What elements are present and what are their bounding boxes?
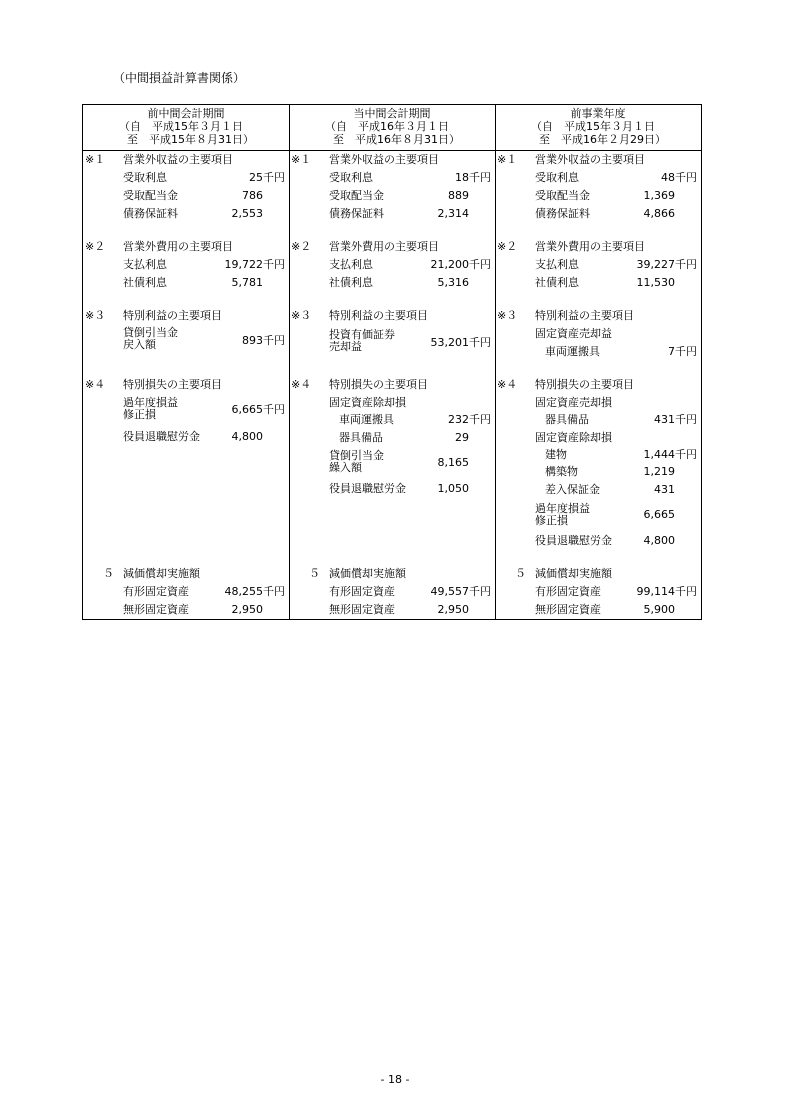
item-value: 18千円 bbox=[455, 171, 491, 184]
item-label: 受取利息 bbox=[535, 171, 579, 184]
item-value: 232千円 bbox=[448, 413, 491, 426]
column-header bbox=[495, 107, 701, 146]
item-value: 893千円 bbox=[242, 334, 285, 347]
item-label: 有形固定資産 bbox=[535, 585, 601, 598]
item-value: 11,530 bbox=[636, 276, 675, 289]
section-title: 特別利益の主要項目 bbox=[123, 309, 222, 322]
period-to: 至 平成16年２月29日） bbox=[539, 133, 666, 146]
note-mark: ５ bbox=[515, 567, 526, 580]
item-value: 4,866 bbox=[643, 207, 675, 220]
item-label: 貸倒引当金 戻入額 bbox=[123, 326, 178, 351]
section-title: 減価償却実施額 bbox=[123, 567, 200, 580]
item-value: 1,219 bbox=[643, 465, 675, 478]
item-value: 39,227千円 bbox=[636, 258, 697, 271]
item-value: 4,800 bbox=[231, 430, 263, 443]
sub-heading: 固定資産除却損 bbox=[535, 431, 612, 444]
note-mark: ※３ bbox=[291, 309, 312, 322]
item-label: 社債利息 bbox=[535, 276, 579, 289]
item-label: 受取配当金 bbox=[123, 189, 178, 202]
item-label: 建物 bbox=[545, 448, 567, 461]
note-mark: ※３ bbox=[85, 309, 106, 322]
item-value: 2,553 bbox=[231, 207, 263, 220]
item-label: 投資有価証券 売却益 bbox=[329, 328, 395, 353]
item-label: 債務保証料 bbox=[329, 207, 384, 220]
item-label: 有形固定資産 bbox=[123, 585, 189, 598]
item-label: 受取利息 bbox=[329, 171, 373, 184]
item-label: 支払利息 bbox=[123, 258, 167, 271]
note-mark: ※１ bbox=[85, 153, 106, 166]
item-label: 支払利息 bbox=[535, 258, 579, 271]
section-title: 特別損失の主要項目 bbox=[123, 378, 222, 391]
period-to: 至 平成15年８月31日） bbox=[127, 133, 254, 146]
item-value: 1,444千円 bbox=[643, 448, 697, 461]
period-to: 至 平成16年８月31日） bbox=[333, 133, 460, 146]
item-value: 6,665千円 bbox=[231, 403, 285, 416]
item-value: 2,950 bbox=[231, 603, 263, 616]
section-title: 特別損失の主要項目 bbox=[329, 378, 428, 391]
period-from: （自 平成16年３月１日 bbox=[325, 120, 449, 133]
column-prior-fiscal-year bbox=[495, 105, 701, 619]
note-mark: ※３ bbox=[497, 309, 518, 322]
column-current-interim bbox=[289, 105, 495, 619]
item-value: 4,800 bbox=[643, 534, 675, 547]
section-title: 減価償却実施額 bbox=[329, 567, 406, 580]
item-value: 2,950 bbox=[437, 603, 469, 616]
column-prior-interim bbox=[83, 105, 289, 619]
note-mark: ※４ bbox=[497, 378, 518, 391]
section-title: 営業外費用の主要項目 bbox=[535, 240, 645, 253]
section-title: 営業外収益の主要項目 bbox=[535, 153, 645, 166]
item-label: 無形固定資産 bbox=[123, 603, 189, 616]
note-mark: ※２ bbox=[291, 240, 312, 253]
item-label: 債務保証料 bbox=[535, 207, 590, 220]
item-value: 5,900 bbox=[643, 603, 675, 616]
item-label: 受取配当金 bbox=[535, 189, 590, 202]
item-value: 19,722千円 bbox=[224, 258, 285, 271]
item-label: 有形固定資産 bbox=[329, 585, 395, 598]
item-value: 48,255千円 bbox=[224, 585, 285, 598]
item-label: 過年度損益 修正損 bbox=[535, 502, 590, 527]
item-value: 1,050 bbox=[437, 482, 469, 495]
item-value: 6,665 bbox=[643, 508, 675, 521]
section-title: 特別利益の主要項目 bbox=[535, 309, 634, 322]
note-mark: ※２ bbox=[85, 240, 106, 253]
item-label: 過年度損益 修正損 bbox=[123, 396, 178, 421]
item-label: 役員退職慰労金 bbox=[535, 534, 612, 547]
item-value: 29 bbox=[455, 431, 469, 444]
section-title: 営業外収益の主要項目 bbox=[329, 153, 439, 166]
item-label: 役員退職慰労金 bbox=[123, 430, 200, 443]
note-mark: ５ bbox=[103, 567, 114, 580]
item-label: 社債利息 bbox=[123, 276, 167, 289]
item-label: 受取利息 bbox=[123, 171, 167, 184]
item-label: 無形固定資産 bbox=[535, 603, 601, 616]
item-label: 役員退職慰労金 bbox=[329, 482, 406, 495]
item-label: 無形固定資産 bbox=[329, 603, 395, 616]
period-from: （自 平成15年３月１日 bbox=[531, 120, 655, 133]
item-value: 2,314 bbox=[437, 207, 469, 220]
note-mark: ※４ bbox=[85, 378, 106, 391]
item-value: 48千円 bbox=[661, 171, 697, 184]
sub-heading: 固定資産除却損 bbox=[329, 396, 406, 409]
item-label: 器具備品 bbox=[545, 413, 589, 426]
period-title: 当中間会計期間 bbox=[353, 107, 431, 120]
page-number: - 18 - bbox=[380, 1073, 410, 1086]
item-value: 8,165 bbox=[437, 456, 469, 469]
note-mark: ※２ bbox=[497, 240, 518, 253]
item-label: 貸倒引当金 繰入額 bbox=[329, 449, 384, 474]
column-header bbox=[83, 107, 289, 146]
section-title: 営業外費用の主要項目 bbox=[329, 240, 439, 253]
item-label: 構築物 bbox=[545, 465, 578, 478]
item-value: 5,316 bbox=[437, 276, 469, 289]
note-mark: ※４ bbox=[291, 378, 312, 391]
section-title: 減価償却実施額 bbox=[535, 567, 612, 580]
item-label: 車両運搬具 bbox=[339, 413, 394, 426]
column-header bbox=[289, 107, 495, 146]
item-label: 差入保証金 bbox=[545, 483, 600, 496]
item-label: 社債利息 bbox=[329, 276, 373, 289]
item-value: 21,200千円 bbox=[430, 258, 491, 271]
sub-heading: 固定資産売却損 bbox=[535, 396, 612, 409]
item-value: 7千円 bbox=[668, 345, 697, 358]
item-value: 889 bbox=[448, 189, 469, 202]
item-value: 1,369 bbox=[643, 189, 675, 202]
item-value: 5,781 bbox=[231, 276, 263, 289]
note-mark: ５ bbox=[309, 567, 320, 580]
section-caption: （中間損益計算書関係） bbox=[113, 71, 246, 85]
section-title: 営業外費用の主要項目 bbox=[123, 240, 233, 253]
item-label: 支払利息 bbox=[329, 258, 373, 271]
period-title: 前中間会計期間 bbox=[147, 107, 225, 120]
income-statement-notes-table bbox=[82, 104, 702, 620]
period-from: （自 平成15年３月１日 bbox=[119, 120, 243, 133]
item-label: 車両運搬具 bbox=[545, 345, 600, 358]
item-label: 受取配当金 bbox=[329, 189, 384, 202]
item-value: 431 bbox=[654, 483, 675, 496]
item-label: 債務保証料 bbox=[123, 207, 178, 220]
item-label: 器具備品 bbox=[339, 431, 383, 444]
sub-heading: 固定資産売却益 bbox=[535, 327, 612, 340]
item-value: 25千円 bbox=[249, 171, 285, 184]
item-value: 99,114千円 bbox=[636, 585, 697, 598]
item-value: 786 bbox=[242, 189, 263, 202]
item-value: 53,201千円 bbox=[430, 336, 491, 349]
note-mark: ※１ bbox=[497, 153, 518, 166]
section-title: 特別損失の主要項目 bbox=[535, 378, 634, 391]
item-value: 431千円 bbox=[654, 413, 697, 426]
section-title: 特別利益の主要項目 bbox=[329, 309, 428, 322]
note-mark: ※１ bbox=[291, 153, 312, 166]
item-value: 49,557千円 bbox=[430, 585, 491, 598]
section-title: 営業外収益の主要項目 bbox=[123, 153, 233, 166]
period-title: 前事業年度 bbox=[570, 107, 626, 120]
